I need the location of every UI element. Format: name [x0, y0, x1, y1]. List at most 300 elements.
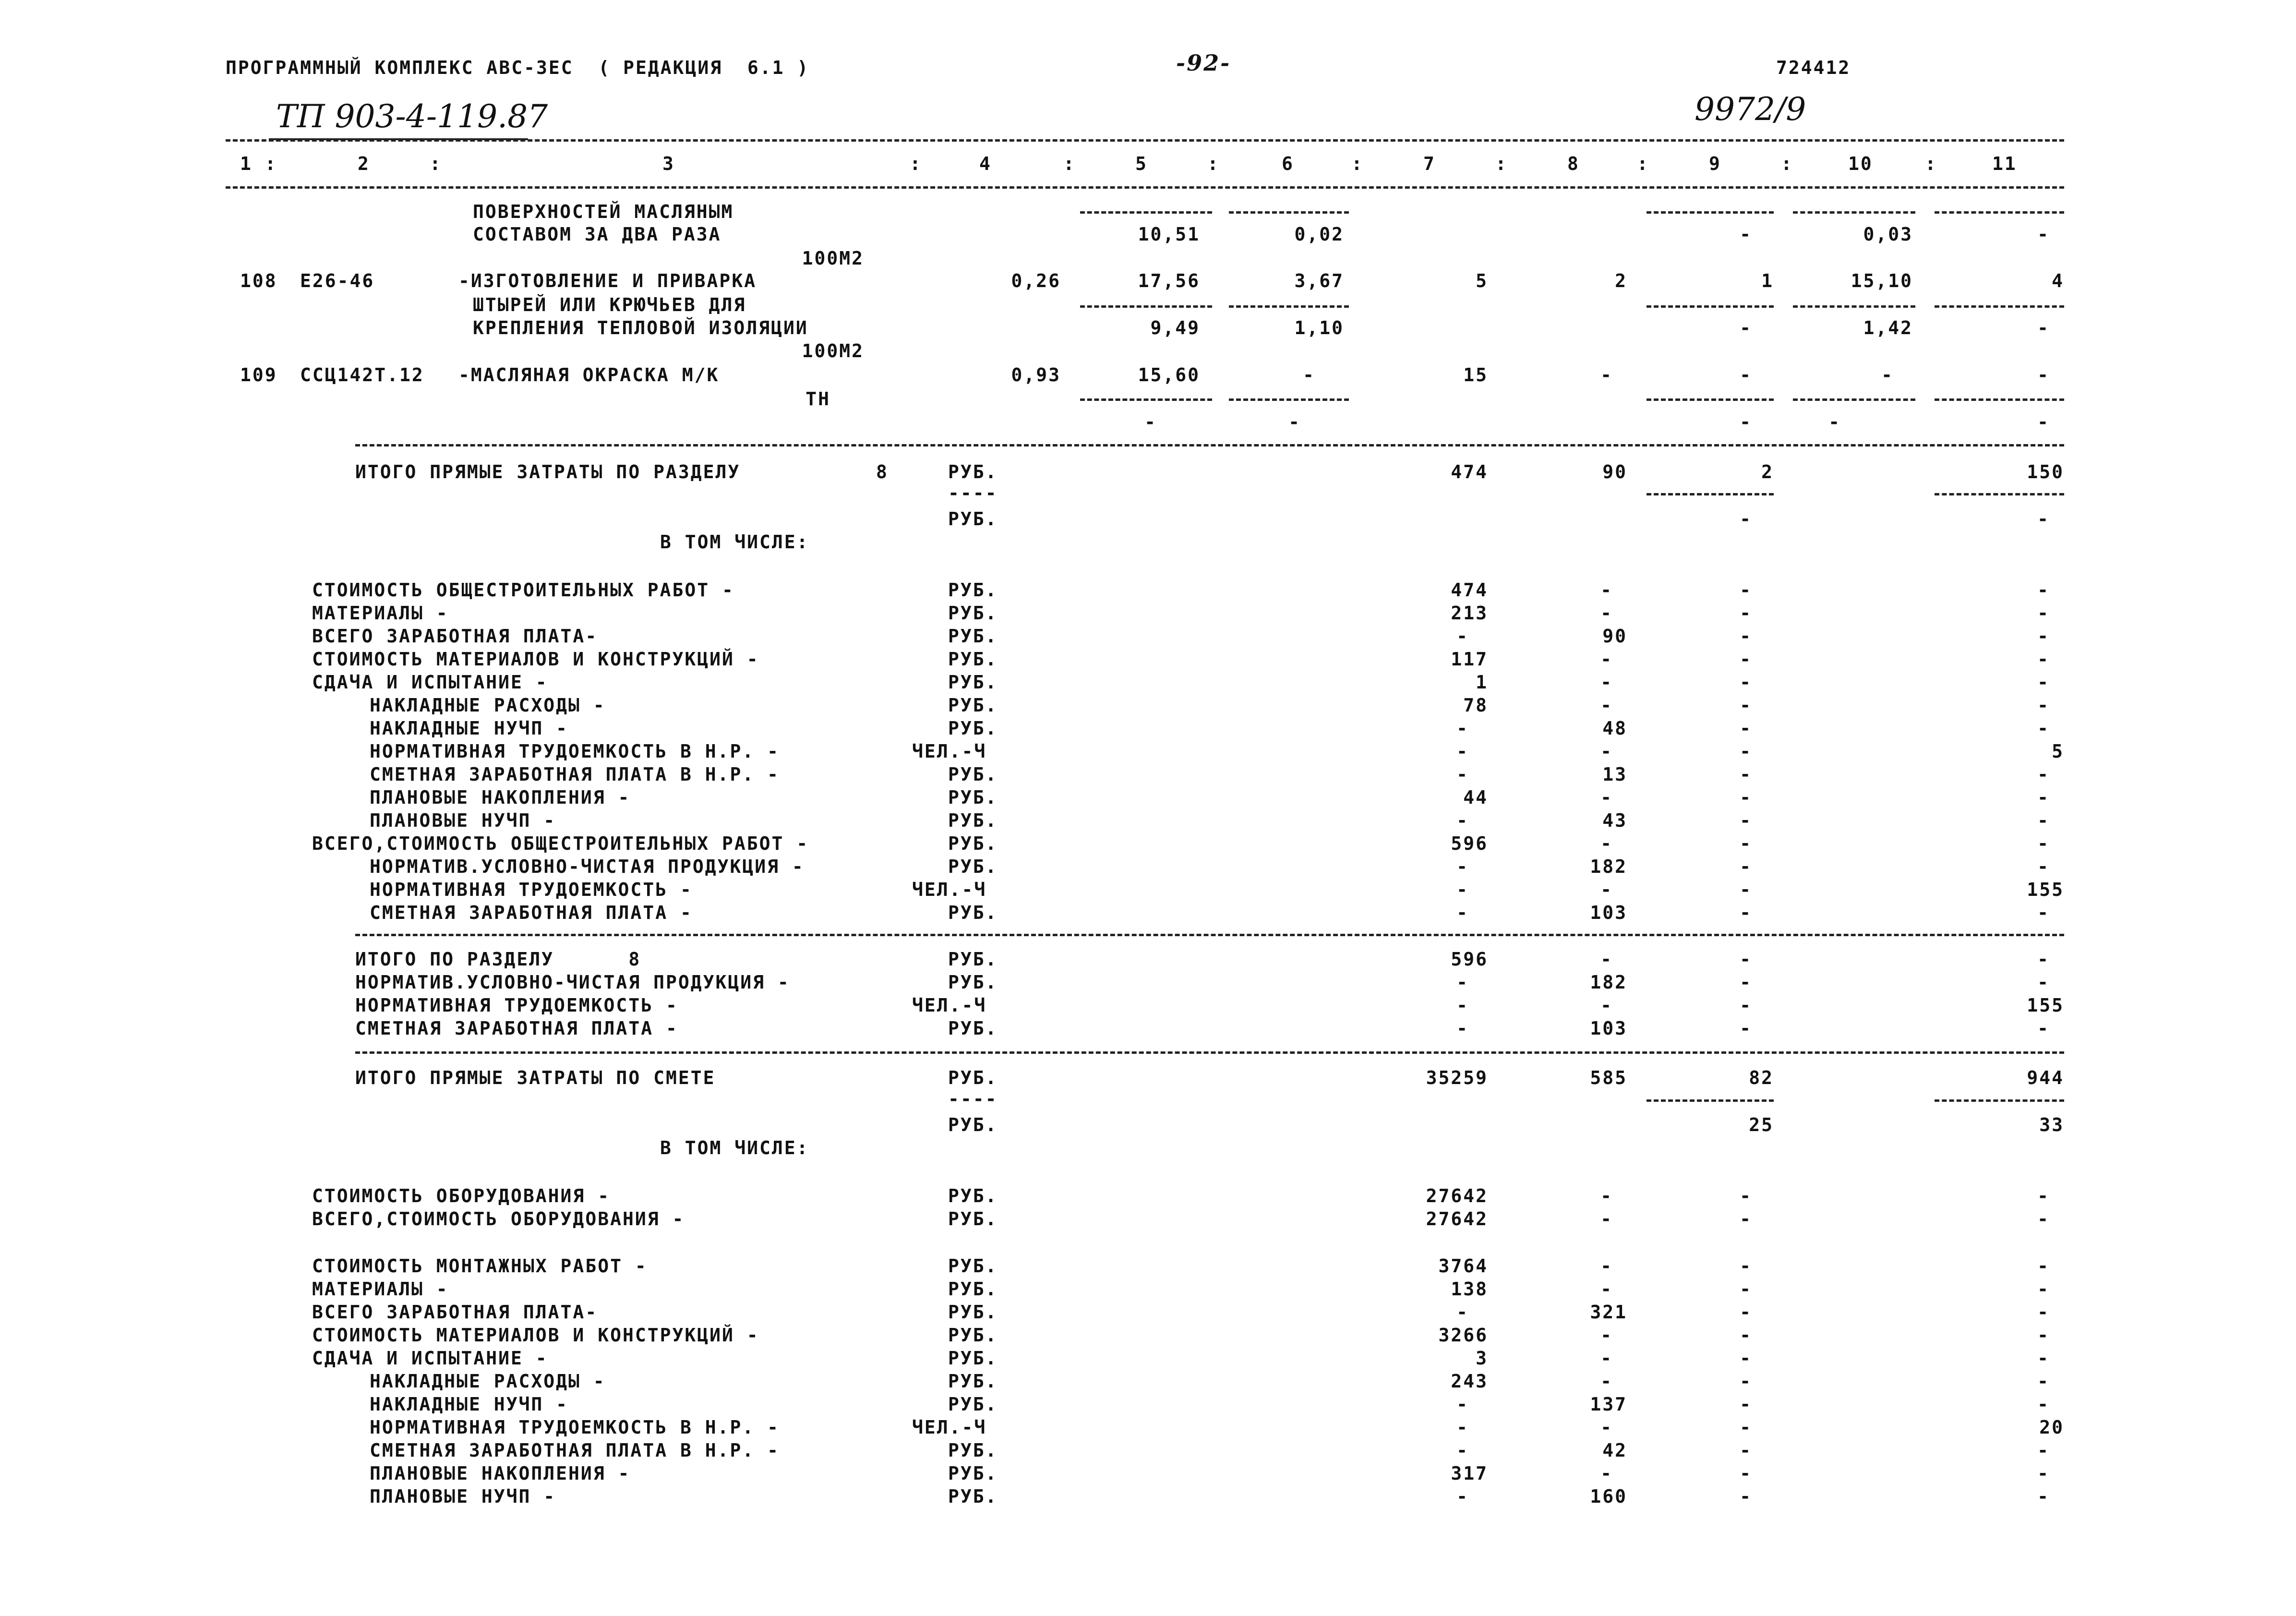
row-label: НОРМАТИВНАЯ ТРУДОЕМКОСТЬ В Н.Р. - [370, 741, 780, 762]
cost-value: - [1740, 1440, 1752, 1461]
estimate-total-label: ИТОГО ПРЯМЫЕ ЗАТРАТЫ ПО СМЕТЕ [355, 1067, 716, 1088]
value-rule [1080, 211, 1212, 214]
header-bottom-rule [226, 186, 2064, 189]
quantity-value: 0,93 [1011, 364, 1061, 386]
cost-value: - [1740, 1394, 1752, 1415]
cost-value: - [2037, 856, 2050, 877]
cost-value: 13 [1602, 764, 1627, 785]
cost-value: - [1456, 718, 1469, 739]
cost-value: - [2037, 579, 2050, 601]
cost-value: 48 [1602, 718, 1627, 739]
cost-value: 596 [1451, 833, 1488, 854]
cost-value: - [1740, 972, 1752, 993]
cost-value: - [2037, 1463, 2050, 1484]
cost-value: - [1740, 626, 1752, 647]
cost-value: - [1456, 810, 1469, 831]
price-value: - [1288, 411, 1301, 433]
row-label: ВСЕГО,СТОИМОСТЬ ОБЩЕСТРОИТЕЛЬНЫХ РАБОТ - [312, 833, 809, 854]
cost-value: - [1600, 833, 1613, 854]
cost-value: - [1456, 1417, 1469, 1438]
unit: РУБ. [948, 718, 998, 739]
cost-value: 3266 [1438, 1325, 1488, 1346]
unit: ЧЕЛ.-Ч [912, 741, 987, 762]
section-rule [355, 934, 2064, 936]
unit: ЧЕЛ.-Ч [912, 1417, 987, 1438]
unit: РУБ. [948, 856, 998, 877]
cost-value: 155 [2027, 879, 2064, 900]
cost-value: - [1740, 508, 1752, 530]
cost-value: 160 [1590, 1486, 1627, 1507]
price-value: 15,60 [1138, 364, 1200, 386]
cost-value: 596 [1451, 949, 1488, 970]
cost-value: - [1456, 972, 1469, 993]
cost-value: - [2037, 1348, 2050, 1369]
column-separator: : [1637, 153, 1649, 174]
cost-value: - [1456, 764, 1469, 785]
row-label: СДАЧА И ИСПЫТАНИЕ - [312, 672, 548, 693]
cost-value: - [1740, 411, 1752, 433]
row-label: ПЛАНОВЫЕ НУЧП - [370, 1486, 556, 1507]
item-code: Е26-46 [300, 270, 375, 291]
row-label: СТОИМОСТЬ ОБОРУДОВАНИЯ - [312, 1185, 611, 1206]
value-rule [1793, 398, 1915, 401]
row-label: НАКЛАДНЫЕ РАСХОДЫ - [370, 695, 606, 716]
cost-value: - [1740, 810, 1752, 831]
row-label: СМЕТНАЯ ЗАРАБОТНАЯ ПЛАТА В Н.Р. - [370, 764, 780, 785]
cost-value: - [1456, 902, 1469, 923]
row-label: НАКЛАДНЫЕ РАСХОДЫ - [370, 1371, 606, 1392]
column-separator: : [1063, 153, 1076, 174]
item-description: -ИЗГОТОВЛЕНИЕ И ПРИВАРКА [458, 270, 757, 291]
value-rule [1080, 305, 1212, 308]
row-label: СМЕТНАЯ ЗАРАБОТНАЯ ПЛАТА - [355, 1018, 678, 1039]
cost-value: - [2037, 949, 2050, 970]
unit: РУБ. [948, 1208, 998, 1230]
cost-value: - [1600, 787, 1613, 808]
row-label: СДАЧА И ИСПЫТАНИЕ - [312, 1348, 548, 1369]
column-separator: : [1781, 153, 1793, 174]
column-separator: : [910, 153, 922, 174]
cost-value: - [1600, 995, 1613, 1016]
cost-value: - [1740, 1463, 1752, 1484]
row-label: МАТЕРИАЛЫ - [312, 603, 449, 624]
cost-value: 3764 [1438, 1255, 1488, 1277]
price-value: - [1144, 411, 1157, 433]
row-label: ВСЕГО,СТОИМОСТЬ ОБОРУДОВАНИЯ - [312, 1208, 685, 1230]
value-rule [1647, 1099, 1774, 1102]
column-separator: : [1207, 153, 1220, 174]
unit: РУБ. [948, 1463, 998, 1484]
cost-value: - [1456, 879, 1469, 900]
cost-value: - [1740, 695, 1752, 716]
cost-value: - [2037, 1371, 2050, 1392]
cost-value: - [2037, 810, 2050, 831]
cost-value: 2 [1761, 461, 1774, 482]
project-number-handwritten: ТП 903-4-119.87 [276, 98, 548, 135]
cost-value: - [1740, 364, 1752, 386]
unit-rule: ---- [948, 482, 998, 504]
cost-value: - [2037, 1255, 2050, 1277]
cost-value: 5 [2052, 741, 2064, 762]
cost-value: - [2037, 1278, 2050, 1300]
cost-value: - [2037, 224, 2050, 245]
cost-value: 321 [1590, 1302, 1627, 1323]
row-label: НОРМАТИВНАЯ ТРУДОЕМКОСТЬ - [370, 879, 693, 900]
row-label: ИТОГО ПО РАЗДЕЛУ 8 [355, 949, 641, 970]
unit: РУБ. [948, 1278, 998, 1300]
cost-value: - [1740, 764, 1752, 785]
cost-value: 44 [1463, 787, 1488, 808]
unit: РУБ. [948, 1371, 998, 1392]
price-value: 9,49 [1150, 317, 1200, 338]
value-rule [1229, 398, 1349, 401]
value-rule [1229, 305, 1349, 308]
cost-value: - [1456, 1018, 1469, 1039]
cost-value: - [2037, 1325, 2050, 1346]
cost-value: - [2037, 364, 2050, 386]
cost-value: - [1456, 626, 1469, 647]
unit: РУБ. [948, 461, 998, 482]
price-value: 0,02 [1294, 224, 1344, 245]
cost-value: - [1740, 1348, 1752, 1369]
including-heading: В ТОМ ЧИСЛЕ: [660, 1137, 809, 1158]
cost-value: - [1456, 1440, 1469, 1461]
cost-value: - [2037, 718, 2050, 739]
value-rule [1935, 305, 2064, 308]
cost-value: - [1740, 787, 1752, 808]
unit: ЧЕЛ.-Ч [912, 995, 987, 1016]
cost-value: 317 [1451, 1463, 1488, 1484]
cost-value: 15 [1463, 364, 1488, 386]
cost-value: 42 [1602, 1440, 1627, 1461]
cost-value: 117 [1451, 649, 1488, 670]
cost-value: 103 [1590, 902, 1627, 923]
column-number: 10 [1848, 153, 1873, 174]
unit: РУБ. [948, 902, 998, 923]
row-label: НАКЛАДНЫЕ НУЧП - [370, 1394, 569, 1415]
cost-value: - [1740, 672, 1752, 693]
cost-value: 20 [2039, 1417, 2064, 1438]
row-label: СТОИМОСТЬ МАТЕРИАЛОВ И КОНСТРУКЦИЙ - [312, 1325, 759, 1346]
unit: РУБ. [948, 1486, 998, 1507]
value-rule [1647, 493, 1774, 495]
cost-value: 182 [1590, 856, 1627, 877]
cost-value: 1 [1476, 672, 1488, 693]
cost-value: - [1456, 1394, 1469, 1415]
item-description: СОСТАВОМ ЗА ДВА РАЗА [473, 224, 721, 245]
cost-value: - [1740, 1208, 1752, 1230]
cost-value: - [1600, 649, 1613, 670]
item-description: ШТЫРЕЙ ИЛИ КРЮЧЬЕВ ДЛЯ [473, 294, 746, 315]
cost-value: - [1600, 1371, 1613, 1392]
cost-value: - [2037, 1208, 2050, 1230]
cost-value: 103 [1590, 1018, 1627, 1039]
column-number: 9 [1709, 153, 1721, 174]
row-label: НОРМАТИВНАЯ ТРУДОЕМКОСТЬ В Н.Р. - [370, 1417, 780, 1438]
cost-value: 1,42 [1863, 317, 1913, 338]
cost-value: - [1740, 317, 1752, 338]
cost-value: - [1740, 649, 1752, 670]
cost-value: - [2037, 902, 2050, 923]
column-separator: : [1495, 153, 1508, 174]
row-label: НАКЛАДНЫЕ НУЧП - [370, 718, 569, 739]
cost-value: 150 [2027, 461, 2064, 482]
unit: РУБ. [948, 1018, 998, 1039]
cost-value: - [1740, 224, 1752, 245]
item-code: ССЦ142Т.12 [300, 364, 424, 386]
including-heading: В ТОМ ЧИСЛЕ: [660, 531, 809, 553]
cost-value: - [1600, 672, 1613, 693]
row-label: СТОИМОСТЬ МОНТАЖНЫХ РАБОТ - [312, 1255, 648, 1277]
unit: РУБ. [948, 949, 998, 970]
cost-value: 90 [1602, 626, 1627, 647]
cost-value: - [1740, 1371, 1752, 1392]
column-number: 3 [662, 153, 675, 174]
cost-value: 15,10 [1851, 270, 1913, 291]
row-label: НОРМАТИВ.УСЛОВНО-ЧИСТАЯ ПРОДУКЦИЯ - [370, 856, 805, 877]
unit: РУБ. [948, 1325, 998, 1346]
cost-value: - [1600, 1278, 1613, 1300]
unit: РУБ. [948, 810, 998, 831]
item-description: -МАСЛЯНАЯ ОКРАСКА М/К [458, 364, 720, 386]
row-label: ПЛАНОВЫЕ НУЧП - [370, 810, 556, 831]
cost-value: - [1740, 856, 1752, 877]
cost-value: - [2037, 672, 2050, 693]
cost-value: - [1600, 579, 1613, 601]
cost-value: - [1600, 1185, 1613, 1206]
cost-value: 82 [1749, 1067, 1774, 1088]
cost-value: - [1456, 995, 1469, 1016]
row-label: ПЛАНОВЫЕ НАКОПЛЕНИЯ - [370, 787, 631, 808]
page-number: -92- [1176, 50, 1231, 76]
price-value: - [1303, 364, 1315, 386]
section-number: 8 [876, 461, 889, 482]
cost-value: - [2037, 972, 2050, 993]
unit: РУБ. [948, 764, 998, 785]
column-separator: : [1351, 153, 1364, 174]
cost-value: 155 [2027, 995, 2064, 1016]
cost-value: - [1600, 1208, 1613, 1230]
cost-value: - [2037, 317, 2050, 338]
cost-value: 243 [1451, 1371, 1488, 1392]
header-top-rule [226, 139, 2064, 142]
unit: РУБ. [948, 579, 998, 601]
cost-value: 25 [1749, 1114, 1774, 1135]
item-number: 108 [240, 270, 277, 291]
cost-value: 474 [1451, 461, 1488, 482]
item-description: ПОВЕРХНОСТЕЙ МАСЛЯНЫМ [473, 201, 734, 222]
program-header: ПРОГРАММНЫЙ КОМПЛЕКС АВС-3ЕС ( РЕДАКЦИЯ 6.1 ) [226, 57, 810, 78]
cost-value: 213 [1451, 603, 1488, 624]
cost-value: - [2037, 649, 2050, 670]
cost-value: - [2037, 1185, 2050, 1206]
cost-value: 944 [2027, 1067, 2064, 1088]
item-unit: 100М2 [802, 248, 864, 269]
cost-value: 27642 [1426, 1185, 1488, 1206]
column-separator: : [1925, 153, 1937, 174]
row-label: СМЕТНАЯ ЗАРАБОТНАЯ ПЛАТА - [370, 902, 693, 923]
cost-value: 2 [1615, 270, 1627, 291]
section-rule [355, 1051, 2064, 1054]
cost-value: - [1600, 1463, 1613, 1484]
unit: РУБ. [948, 508, 998, 530]
value-rule [1229, 211, 1349, 214]
cost-value: - [2037, 695, 2050, 716]
column-number: 2 [358, 153, 370, 174]
cost-value: - [1456, 856, 1469, 877]
price-value: 10,51 [1138, 224, 1200, 245]
cost-value: - [2037, 787, 2050, 808]
cost-value: - [1456, 1486, 1469, 1507]
cost-value: - [2037, 603, 2050, 624]
unit: РУБ. [948, 1394, 998, 1415]
cost-value: - [2037, 626, 2050, 647]
cost-value: 3 [1476, 1348, 1488, 1369]
cost-value: - [1600, 1325, 1613, 1346]
price-value: 17,56 [1138, 270, 1200, 291]
cost-value: - [2037, 1394, 2050, 1415]
unit: РУБ. [948, 1302, 998, 1323]
unit: РУБ. [948, 1067, 998, 1088]
row-label: НОРМАТИВНАЯ ТРУДОЕМКОСТЬ - [355, 995, 678, 1016]
cost-value: - [1740, 1325, 1752, 1346]
cost-value: - [1828, 411, 1841, 433]
cost-value: - [1740, 579, 1752, 601]
cost-value: - [2037, 764, 2050, 785]
value-rule [1080, 398, 1212, 401]
section-total-label: ИТОГО ПРЯМЫЕ ЗАТРАТЫ ПО РАЗДЕЛУ [355, 461, 741, 482]
cost-value: - [1600, 364, 1613, 386]
item-number: 109 [240, 364, 277, 386]
cost-value: 35259 [1426, 1067, 1488, 1088]
section-rule [355, 444, 2064, 446]
value-rule [1793, 305, 1915, 308]
unit: РУБ. [948, 1440, 998, 1461]
cost-value: 0,03 [1863, 224, 1913, 245]
cost-value: - [2037, 1440, 2050, 1461]
quantity-value: 0,26 [1011, 270, 1061, 291]
unit: РУБ. [948, 1255, 998, 1277]
value-rule [1935, 211, 2064, 214]
cost-value: - [1600, 1417, 1613, 1438]
row-label: НОРМАТИВ.УСЛОВНО-ЧИСТАЯ ПРОДУКЦИЯ - [355, 972, 790, 993]
column-separator: : [430, 153, 442, 174]
cost-value: - [1740, 718, 1752, 739]
row-label: СТОИМОСТЬ МАТЕРИАЛОВ И КОНСТРУКЦИЙ - [312, 649, 759, 670]
cost-value: - [1600, 949, 1613, 970]
cost-value: - [1600, 741, 1613, 762]
cost-value: - [1740, 949, 1752, 970]
unit: РУБ. [948, 603, 998, 624]
cost-value: 585 [1590, 1067, 1627, 1088]
cost-value: - [1740, 995, 1752, 1016]
value-rule [1647, 398, 1774, 401]
unit: РУБ. [948, 787, 998, 808]
cost-value: - [2037, 411, 2050, 433]
cost-value: - [2037, 1302, 2050, 1323]
album-number-handwritten: 9972/9 [1695, 91, 1806, 128]
unit-rule: ---- [948, 1088, 998, 1109]
unit: РУБ. [948, 1348, 998, 1369]
cost-value: - [1740, 1018, 1752, 1039]
cost-value: - [2037, 1486, 2050, 1507]
cost-value: - [1740, 902, 1752, 923]
cost-value: - [2037, 1018, 2050, 1039]
unit: РУБ. [948, 672, 998, 693]
row-label: ПЛАНОВЫЕ НАКОПЛЕНИЯ - [370, 1463, 631, 1484]
value-rule [1935, 1099, 2064, 1102]
cost-value: - [1740, 879, 1752, 900]
cost-value: 43 [1602, 810, 1627, 831]
price-value: 1,10 [1294, 317, 1344, 338]
cost-value: 27642 [1426, 1208, 1488, 1230]
unit: РУБ. [948, 1185, 998, 1206]
cost-value: - [1740, 1486, 1752, 1507]
cost-value: - [1740, 833, 1752, 854]
cost-value: 1 [1761, 270, 1774, 291]
cost-value: - [2037, 508, 2050, 530]
row-label: ВСЕГО ЗАРАБОТНАЯ ПЛАТА- [312, 626, 598, 647]
cost-value: 137 [1590, 1394, 1627, 1415]
column-number: 1 : [240, 153, 277, 174]
cost-value: 90 [1602, 461, 1627, 482]
value-rule [1647, 211, 1774, 214]
column-number: 5 [1135, 153, 1148, 174]
column-number: 6 [1282, 153, 1294, 174]
cost-value: - [1740, 741, 1752, 762]
cost-value: - [1740, 603, 1752, 624]
unit: ЧЕЛ.-Ч [912, 879, 987, 900]
cost-value: 4 [2052, 270, 2064, 291]
unit: РУБ. [948, 972, 998, 993]
item-unit: ТН [805, 388, 830, 410]
unit: РУБ. [948, 1114, 998, 1135]
cost-value: 78 [1463, 695, 1488, 716]
cost-value: 182 [1590, 972, 1627, 993]
column-number: 4 [979, 153, 992, 174]
item-description: КРЕПЛЕНИЯ ТЕПЛОВОЙ ИЗОЛЯЦИИ [473, 317, 808, 338]
cost-value: - [1600, 695, 1613, 716]
cost-value: - [1740, 1302, 1752, 1323]
row-label: ВСЕГО ЗАРАБОТНАЯ ПЛАТА- [312, 1302, 598, 1323]
column-number: 7 [1423, 153, 1436, 174]
value-rule [1647, 305, 1774, 308]
cost-value: - [2037, 833, 2050, 854]
cost-value: - [1740, 1255, 1752, 1277]
cost-value: - [1740, 1185, 1752, 1206]
cost-value: 138 [1451, 1278, 1488, 1300]
cost-value: - [1740, 1278, 1752, 1300]
cost-value: - [1740, 1417, 1752, 1438]
cost-value: 5 [1476, 270, 1488, 291]
document-code: 724412 [1776, 57, 1851, 78]
cost-value: - [1600, 603, 1613, 624]
value-rule [1935, 493, 2064, 495]
unit: РУБ. [948, 833, 998, 854]
price-value: 3,67 [1294, 270, 1344, 291]
cost-value: - [1600, 1348, 1613, 1369]
cost-value: - [1600, 1255, 1613, 1277]
cost-value: - [1456, 741, 1469, 762]
column-number: 8 [1567, 153, 1580, 174]
value-rule [1793, 211, 1915, 214]
row-label: СМЕТНАЯ ЗАРАБОТНАЯ ПЛАТА В Н.Р. - [370, 1440, 780, 1461]
item-unit: 100М2 [802, 340, 864, 362]
unit: РУБ. [948, 695, 998, 716]
value-rule [1935, 398, 2064, 401]
cost-value: 33 [2039, 1114, 2064, 1135]
cost-value: - [1881, 364, 1894, 386]
